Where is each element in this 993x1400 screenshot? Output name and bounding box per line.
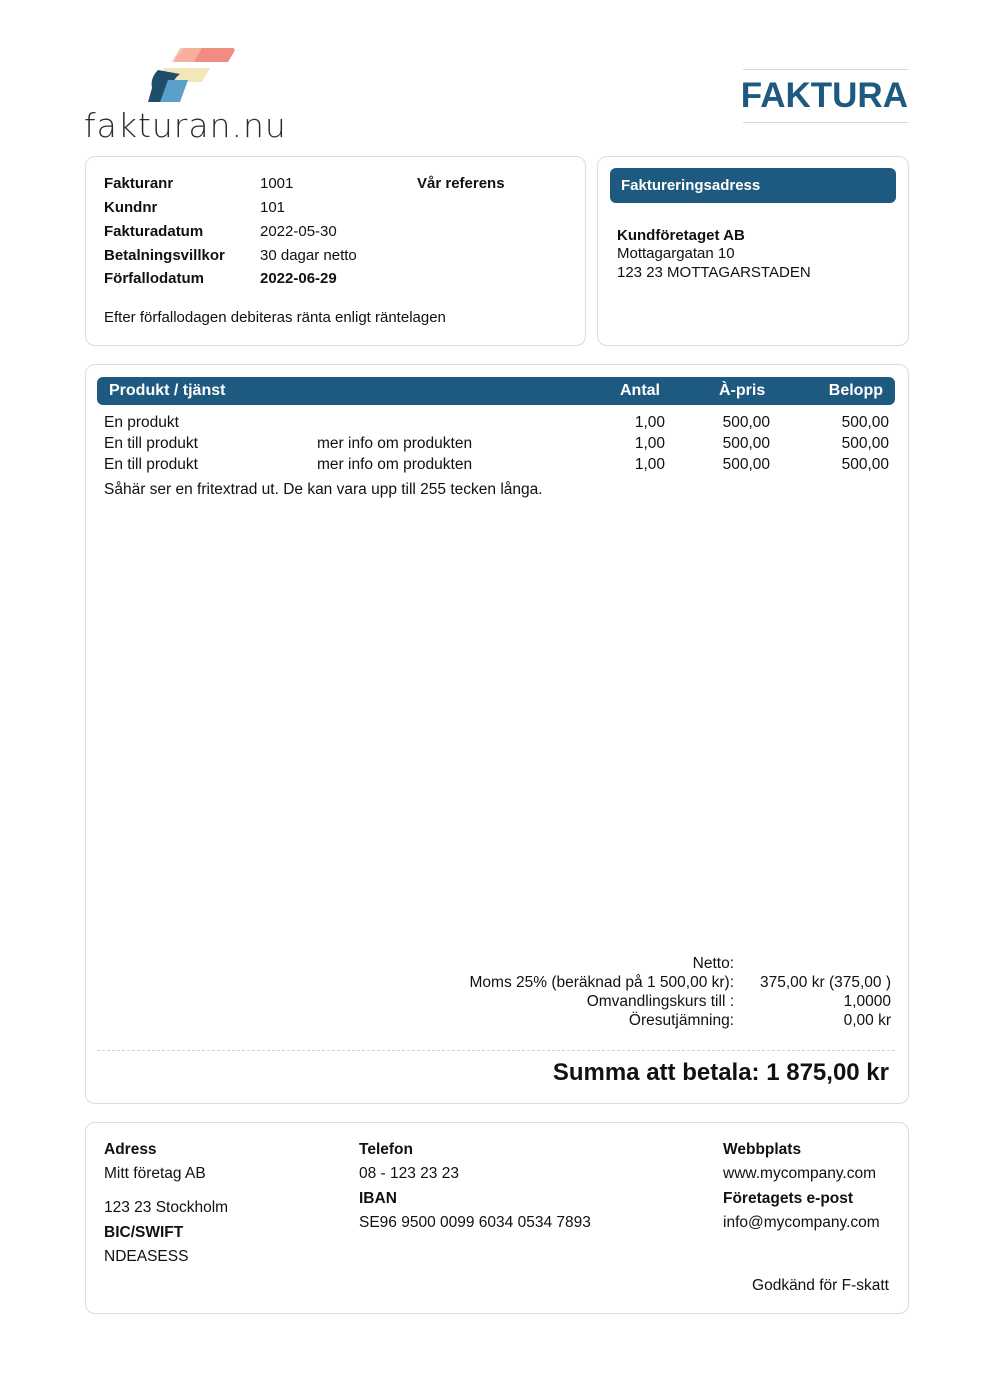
invoice-number-label: Fakturanr	[104, 175, 174, 192]
email-value[interactable]: info@mycompany.com	[723, 1214, 880, 1231]
item-quantity: 1,00	[634, 414, 665, 431]
item-amount: 500,00	[841, 414, 889, 431]
website-value[interactable]: www.mycompany.com	[723, 1165, 877, 1182]
company-footer	[0, 1141, 993, 1301]
free-text-row: Såhär ser en fritextrad ut. De kan vara upp till 255 tecken långa.	[104, 481, 543, 498]
item-unit-price: 500,00	[722, 435, 770, 452]
due-date-value: 2022-06-29	[260, 270, 337, 287]
customer-number-value: 101	[260, 199, 286, 216]
totals-divider	[97, 1050, 895, 1051]
bic-label: BIC/SWIFT	[104, 1224, 184, 1241]
company-logo	[84, 44, 287, 148]
iban-label: IBAN	[359, 1190, 397, 1207]
exchange-rate-value: 1,0000	[843, 993, 891, 1010]
item-name: En produkt	[104, 414, 179, 431]
address-label: Adress	[104, 1141, 157, 1158]
vat-value: 375,00 kr (375,00 )	[760, 974, 891, 991]
invoice-number-value: 1001	[260, 175, 294, 192]
vat-label: Moms 25% (beräknad på 1 500,00 kr):	[469, 974, 734, 991]
iban-value: SE96 9500 0099 6034 0534 7893	[359, 1214, 591, 1231]
grand-total: Summa att betala: 1 875,00 kr	[552, 1059, 889, 1086]
payment-terms-label: Betalningsvillkor	[104, 247, 225, 264]
item-name: En till produkt	[104, 456, 198, 473]
billing-city: 123 23 MOTTAGARSTADEN	[617, 264, 811, 281]
our-reference-label: Vår referens	[417, 175, 505, 192]
exchange-rate-label: Omvandlingskurs till :	[586, 993, 734, 1010]
company-name: Mitt företag AB	[104, 1165, 206, 1182]
totals-block	[0, 955, 993, 1035]
item-amount: 500,00	[841, 456, 889, 473]
billing-address-heading: Faktureringsadress	[610, 168, 896, 203]
header-unit-price: À-pris	[719, 382, 766, 399]
phone-label: Telefon	[359, 1141, 413, 1158]
header-product: Produkt / tjänst	[109, 382, 226, 399]
website-label: Webbplats	[723, 1141, 802, 1158]
billing-company: Kundföretaget AB	[617, 227, 745, 244]
payment-terms-value: 30 dagar netto	[260, 247, 357, 264]
item-description: mer info om produkten	[317, 456, 473, 473]
item-quantity: 1,00	[634, 435, 665, 452]
item-amount: 500,00	[841, 435, 889, 452]
item-quantity: 1,00	[634, 456, 665, 473]
table-row	[0, 456, 993, 476]
email-label: Företagets e-post	[723, 1190, 854, 1207]
invoice-date-value: 2022-05-30	[260, 223, 337, 240]
billing-street: Mottagargatan 10	[617, 245, 735, 262]
rounding-value: 0,00 kr	[843, 1012, 891, 1029]
invoice-date-label: Fakturadatum	[104, 223, 204, 240]
rounding-label: Öresutjämning:	[628, 1012, 734, 1029]
item-description: mer info om produkten	[317, 435, 473, 452]
company-city: 123 23 Stockholm	[104, 1199, 229, 1216]
table-row	[0, 414, 993, 434]
logo-text: fakturan.nu	[84, 106, 287, 145]
items-table-header	[97, 377, 895, 405]
item-unit-price: 500,00	[722, 414, 770, 431]
due-date-label: Förfallodatum	[104, 270, 204, 287]
ftax-note: Godkänd för F-skatt	[752, 1277, 889, 1294]
net-label: Netto:	[692, 955, 734, 972]
table-row	[0, 435, 993, 455]
header-quantity: Antal	[620, 382, 660, 399]
item-name: En till produkt	[104, 435, 198, 452]
phone-value: 08 - 123 23 23	[359, 1165, 459, 1182]
logo-mark-icon	[144, 44, 304, 106]
late-fee-note: Efter förfallodagen debiteras ränta enligt räntelagen	[104, 309, 446, 326]
bic-value: NDEASESS	[104, 1248, 189, 1265]
document-title: FAKTURA	[743, 69, 908, 123]
header-amount: Belopp	[828, 382, 883, 399]
customer-number-label: Kundnr	[104, 199, 158, 216]
item-unit-price: 500,00	[722, 456, 770, 473]
